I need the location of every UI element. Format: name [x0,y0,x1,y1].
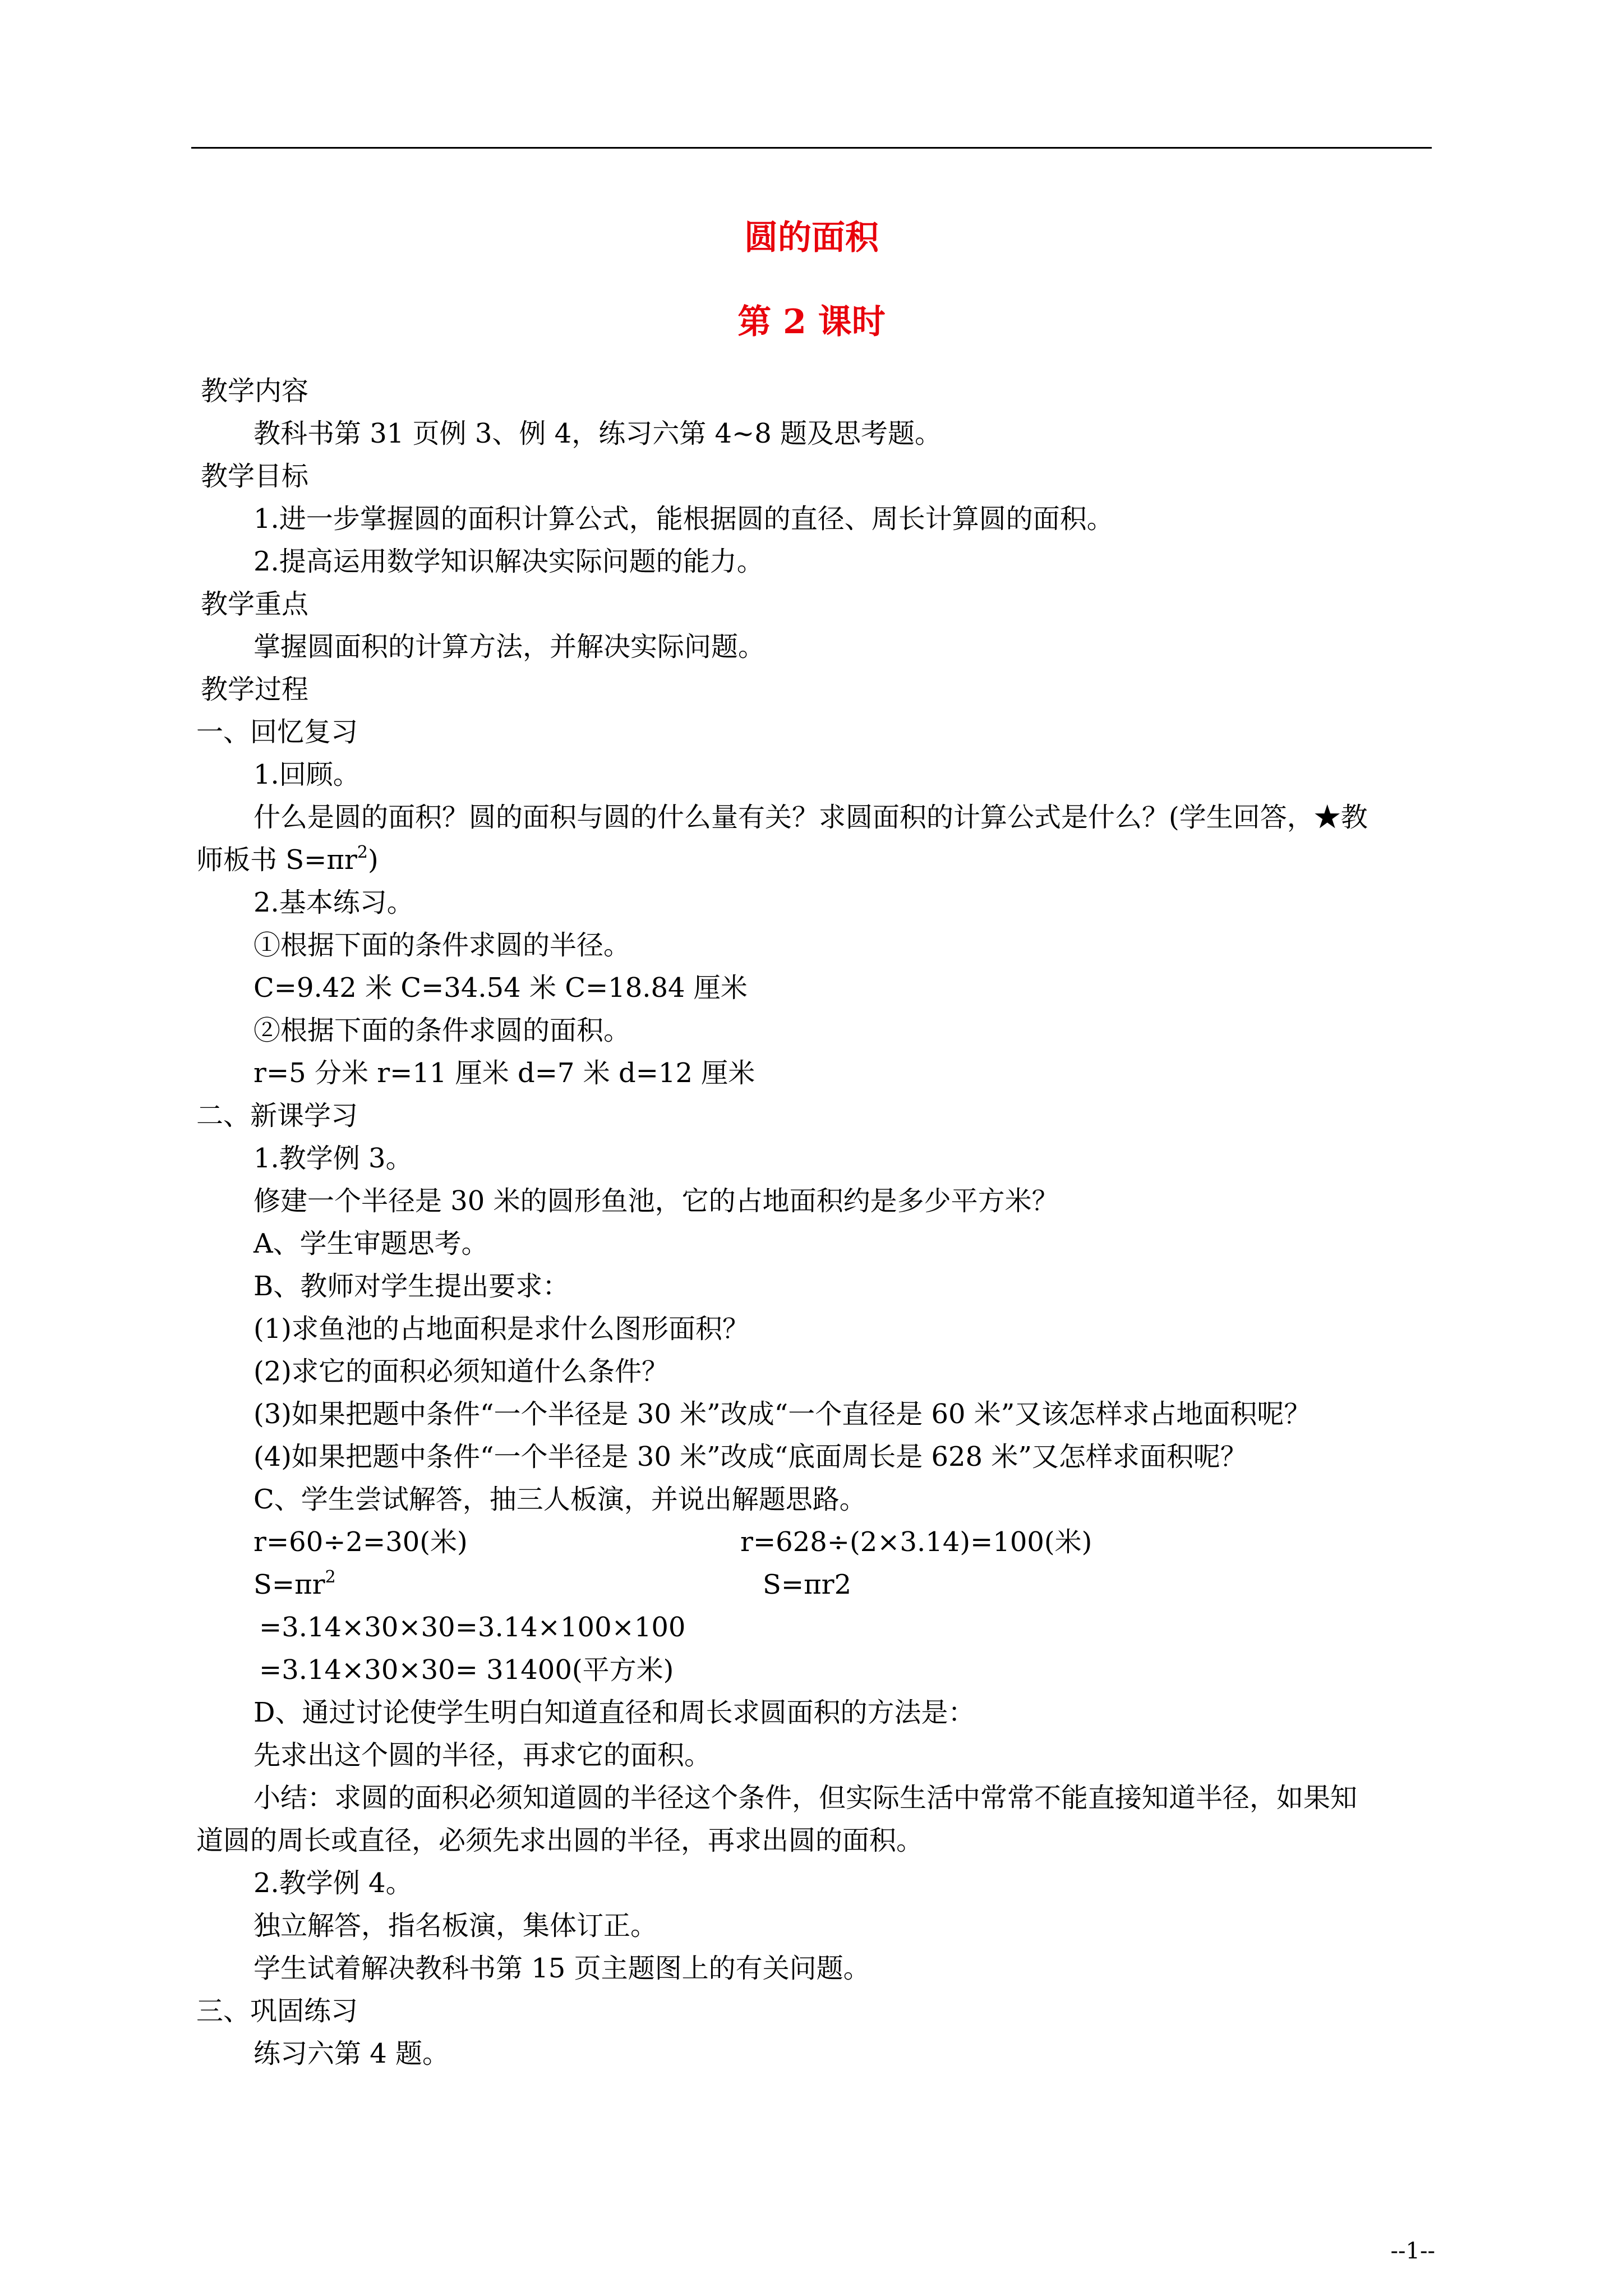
paragraph: 学生试着解决教科书第 15 页主题图上的有关问题。 [253,1953,870,1984]
paragraph: 修建一个半径是 30 米的圆形鱼池，它的占地面积约是多少平方米？ [253,1185,1059,1217]
paragraph: (3)如果把题中条件“一个半径是 30 米”改成“一个直径是 60 米”又该怎样求占地面积呢？ [253,1398,1311,1430]
paragraph: 1.回顾。 [253,759,360,790]
paragraph: 掌握圆面积的计算方法，并解决实际问题。 [253,631,766,662]
heading-teaching-goal: 教学目标 [201,461,309,492]
document-body [196,370,1430,2075]
calc-left: r=60÷2=30(米) [253,1526,468,1558]
calc-right: r=628÷(2×3.14)=100(米) [740,1526,1092,1558]
section-heading: 二、新课学习 [196,1100,358,1131]
paragraph: 练习六第 4 题。 [253,2038,450,2069]
paragraph: 什么是圆的面积？圆的面积与圆的什么量有关？求圆面积的计算公式是什么？(学生回答，★教 [253,802,1368,833]
paragraph: ①根据下面的条件求圆的半径。 [253,930,631,961]
calc-row [196,1563,1430,1606]
paragraph: B、教师对学生提出要求： [253,1271,570,1302]
paragraph: (4)如果把题中条件“一个半径是 30 米”改成“底面周长是 628 米”又怎样求面积呢？ [253,1441,1247,1473]
paragraph: r=5 分米 r=11 厘米 d=7 米 d=12 厘米 [253,1057,755,1089]
formula-text: S=πr [253,1569,325,1600]
paragraph: 1.进一步掌握圆的面积计算公式，能根据圆的直径、周长计算圆的面积。 [253,503,1114,535]
calc-right: S=πr2 [763,1569,852,1600]
paragraph: A、学生审题思考。 [253,1228,488,1259]
paragraph: 2.提高运用数学知识解决实际问题的能力。 [253,546,764,577]
header-rule [191,147,1432,149]
superscript: 2 [357,843,368,862]
paragraph: 1.教学例 3。 [253,1143,413,1174]
document-subtitle: 第 2 课时 [737,302,886,342]
paragraph: C、学生尝试解答，抽三人板演，并说出解题思路。 [253,1484,866,1515]
paragraph: C=9.42 米 C=34.54 米 C=18.84 厘米 [253,972,748,1004]
paragraph: 2.教学例 4。 [253,1867,413,1899]
paragraph: (2)求它的面积必须知道什么条件？ [253,1356,668,1387]
paragraph: 2.基本练习。 [253,887,414,918]
calc-line: =3.14×30×30=3.14×100×100 [259,1612,686,1643]
paragraph-continuation [196,839,1430,881]
paragraph: D、通过讨论使学生明白知道直径和周长求圆面积的方法是： [253,1697,975,1728]
heading-teaching-process: 教学过程 [201,674,309,705]
formula-text: 师板书 S=πr [196,844,357,876]
calc-left [253,1569,336,1600]
heading-teaching-focus: 教学重点 [201,588,309,620]
paragraph: 先求出这个圆的半径，再求它的面积。 [253,1740,712,1771]
paragraph: ②根据下面的条件求圆的面积。 [253,1015,631,1046]
calc-row [196,1521,1430,1563]
formula-text: ) [367,844,379,876]
section-heading: 一、回忆复习 [196,716,358,748]
paragraph-continuation: 道圆的周长或直径，必须先求出圆的半径，再求出圆的面积。 [196,1825,924,1856]
paragraph: 教科书第 31 页例 3、例 4，练习六第 4~8 题及思考题。 [253,418,942,449]
page-number: --1-- [1390,2238,1435,2264]
document-title: 圆的面积 [744,218,879,257]
paragraph: 独立解答，指名板演，集体订正。 [253,1910,658,1941]
heading-teaching-content: 教学内容 [201,375,309,407]
paragraph: (1)求鱼池的占地面积是求什么图形面积？ [253,1313,749,1345]
superscript: 2 [325,1567,336,1587]
paragraph: 小结：求圆的面积必须知道圆的半径这个条件，但实际生活中常常不能直接知道半径，如果知 [253,1782,1358,1814]
calc-line: =3.14×30×30= 31400(平方米) [259,1654,674,1686]
section-heading: 三、巩固练习 [196,1995,358,2027]
